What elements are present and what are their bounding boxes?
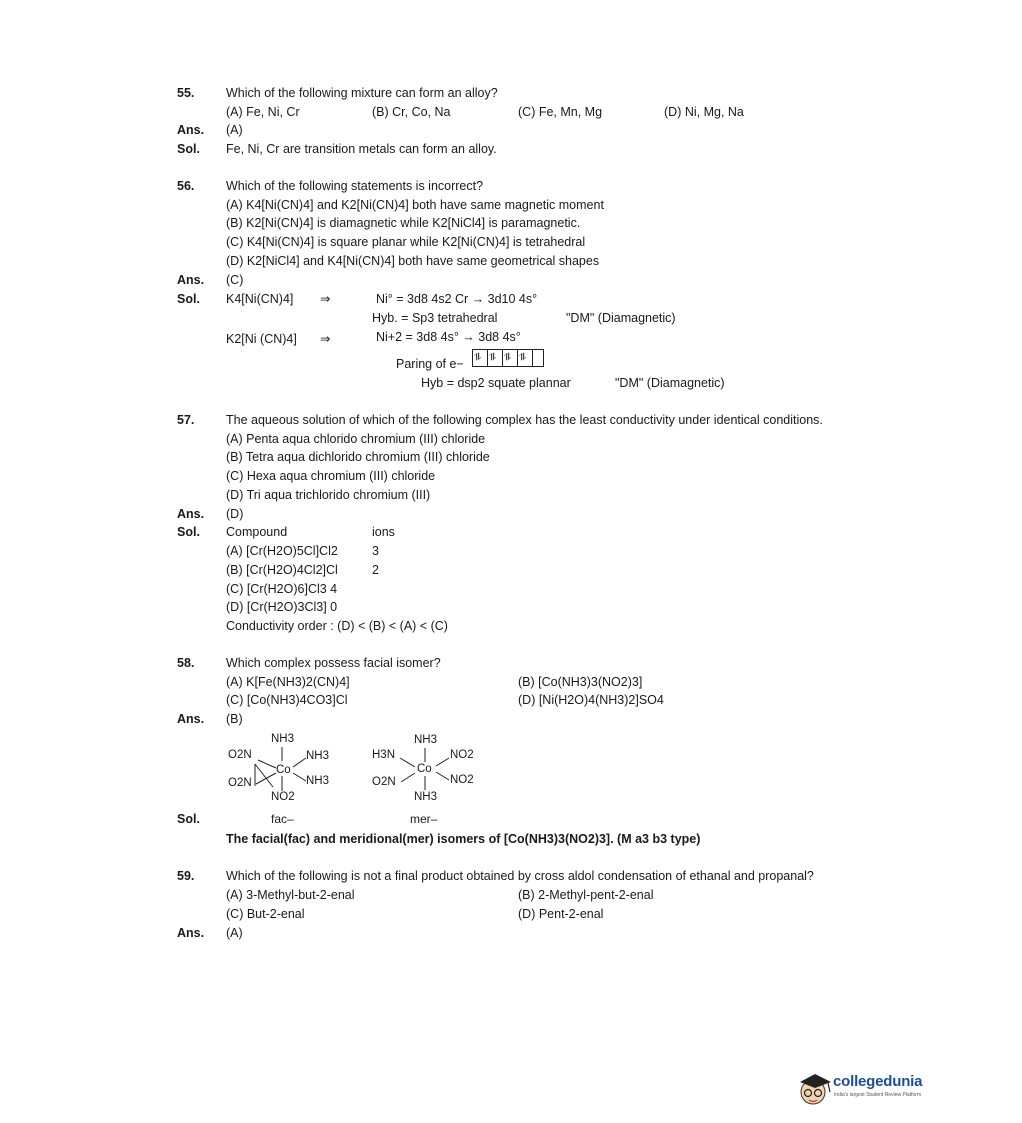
orbital-box: ⥮: [517, 349, 533, 367]
question-text: Which of the following is not a final product obtained by cross aldol condensation of ethanal and propanal?: [226, 869, 814, 883]
option: (C) [Co(NH3)4CO3]Cl: [226, 693, 348, 707]
table-cell-compound: (C) [Cr(H2O)6]Cl3 4: [226, 582, 338, 596]
question-text: Which complex possess facial isomer?: [226, 656, 441, 670]
answer-label: Ans.: [177, 926, 205, 940]
conductivity-order: Conductivity order : (D) < (B) < (A) < (C): [226, 619, 448, 633]
ligand-label: NH3: [306, 775, 330, 787]
hybridisation: Hyb. = Sp3 tetrahedral: [372, 311, 498, 325]
table-cell-compound: (D) [Cr(H2O)3Cl3] 0: [226, 600, 338, 614]
bond: [436, 758, 449, 766]
solution-label: Sol.: [177, 142, 200, 156]
option: (A) K[Fe(NH3)2(CN)4]: [226, 675, 350, 689]
question-number: 56.: [177, 179, 195, 193]
option: (C) K4[Ni(CN)4] is square planar while K2[Ni(CN)4] is tetrahedral: [226, 235, 586, 249]
magnetic-nature: "DM" (Diamagnetic): [615, 376, 725, 390]
solution-label: Sol.: [177, 292, 200, 306]
question-number: 57.: [177, 413, 195, 427]
option: (A) 3-Methyl-but-2-enal: [226, 888, 355, 902]
option: (C) But-2-enal: [226, 907, 305, 921]
ligand-label: NO2: [271, 791, 295, 803]
solution-text: The facial(fac) and meridional(mer) isomers of [Co(NH3)3(NO2)3]. (M a3 b3 type): [226, 832, 701, 846]
option: (C) Fe, Mn, Mg: [518, 105, 603, 119]
bond: [436, 772, 449, 780]
solution-text: Fe, Ni, Cr are transition metals can form an alloy.: [226, 142, 497, 156]
question-number: 59.: [177, 869, 195, 883]
option: (A) K4[Ni(CN)4] and K2[Ni(CN)4] both have same magnetic moment: [226, 198, 604, 212]
table-cell-ions: 3: [372, 544, 379, 558]
magnetic-nature: "DM" (Diamagnetic): [566, 311, 676, 325]
question-text: The aqueous solution of which of the following complex has the least conductivity under identical conditions.: [226, 413, 823, 427]
answer-label: Ans.: [177, 123, 205, 137]
question-number: 58.: [177, 656, 195, 670]
table-cell-ions: 2: [372, 563, 379, 577]
option: (D) K2[NiCl4] and K4[Ni(CN)4] both have same geometrical shapes: [226, 254, 600, 268]
option: (B) [Co(NH3)3(NO2)3]: [518, 675, 643, 689]
answer-label: Ans.: [177, 273, 205, 287]
answer-label: Ans.: [177, 507, 205, 521]
solution-label: Sol.: [177, 812, 200, 826]
bond: [258, 760, 276, 768]
answer-value: (B): [226, 712, 243, 726]
option: (A) Penta aqua chlorido chromium (III) chloride: [226, 432, 486, 446]
ligand-label: NH3: [414, 734, 438, 746]
metal-center: Co: [417, 763, 432, 775]
ligand-label: O2N: [228, 749, 252, 761]
compound: K2[Ni (CN)4]: [226, 332, 297, 346]
electron-config: Ni+2 = 3d8 4s° → 3d8 4s°: [376, 330, 521, 344]
question-text: Which of the following statements is incorrect?: [226, 179, 484, 193]
implies-arrow: ⇒: [320, 332, 331, 346]
student-mascot-icon: [795, 1066, 835, 1110]
option: (B) K2[Ni(CN)4] is diamagnetic while K2[NiCl4] is paramagnetic.: [226, 216, 581, 230]
ligand-label: H3N: [372, 749, 396, 761]
electron-config: Ni° = 3d8 4s2 Cr → 3d10 4s°: [376, 292, 538, 306]
table-cell-compound: (A) [Cr(H2O)5Cl]Cl2: [226, 544, 338, 558]
ligand-label: O2N: [228, 777, 252, 789]
ligand-label: NH3: [306, 750, 330, 762]
brand-name: collegedunia: [833, 1073, 923, 1090]
table-header-ions: ions: [372, 525, 395, 539]
bond: [293, 773, 306, 781]
orbital-box: ⥮: [472, 349, 488, 367]
option: (B) Tetra aqua dichlorido chromium (III) chloride: [226, 450, 490, 464]
isomer-caption: mer–: [410, 812, 438, 826]
ligand-label: O2N: [372, 776, 396, 788]
implies-arrow: ⇒: [320, 292, 331, 306]
option: (D) Pent-2-enal: [518, 907, 604, 921]
metal-center: Co: [276, 764, 291, 776]
option: (B) 2-Methyl-pent-2-enal: [518, 888, 654, 902]
table-header-compound: Compound: [226, 525, 288, 539]
ligand-label: NH3: [271, 733, 295, 745]
answer-label: Ans.: [177, 712, 205, 726]
hybridisation: Hyb = dsp2 squate plannar: [421, 376, 571, 390]
ligand-label: NH3: [414, 791, 438, 803]
answer-value: (C): [226, 273, 244, 287]
compound: K4[Ni(CN)4]: [226, 292, 294, 306]
ligand-label: NO2: [450, 774, 474, 786]
solution-label: Sol.: [177, 525, 200, 539]
option: (D) [Ni(H2O)4(NH3)2]SO4: [518, 693, 664, 707]
collegedunia-logo: [795, 1066, 945, 1110]
answer-value: (A): [226, 123, 243, 137]
pairing-label: Paring of e−: [396, 357, 464, 371]
ligand-label: NO2: [450, 749, 474, 761]
table-cell-compound: (B) [Cr(H2O)4Cl2]Cl: [226, 563, 338, 577]
option: (B) Cr, Co, Na: [372, 105, 451, 119]
orbital-box: ⥮: [487, 349, 503, 367]
bond: [400, 758, 415, 767]
answer-value: (A): [226, 926, 243, 940]
option: (D) Tri aqua trichlorido chromium (III): [226, 488, 431, 502]
answer-value: (D): [226, 507, 244, 521]
option: (D) Ni, Mg, Na: [664, 105, 744, 119]
isomer-caption: fac–: [271, 812, 294, 826]
orbital-box: ⥮: [502, 349, 518, 367]
bond: [293, 758, 306, 767]
question-number: 55.: [177, 86, 195, 100]
question-text: Which of the following mixture can form an alloy?: [226, 86, 498, 100]
bond: [401, 773, 415, 782]
option: (C) Hexa aqua chromium (III) chloride: [226, 469, 436, 483]
brand-tagline: India's largest Student Review Platform: [834, 1092, 922, 1098]
option: (A) Fe, Ni, Cr: [226, 105, 300, 119]
